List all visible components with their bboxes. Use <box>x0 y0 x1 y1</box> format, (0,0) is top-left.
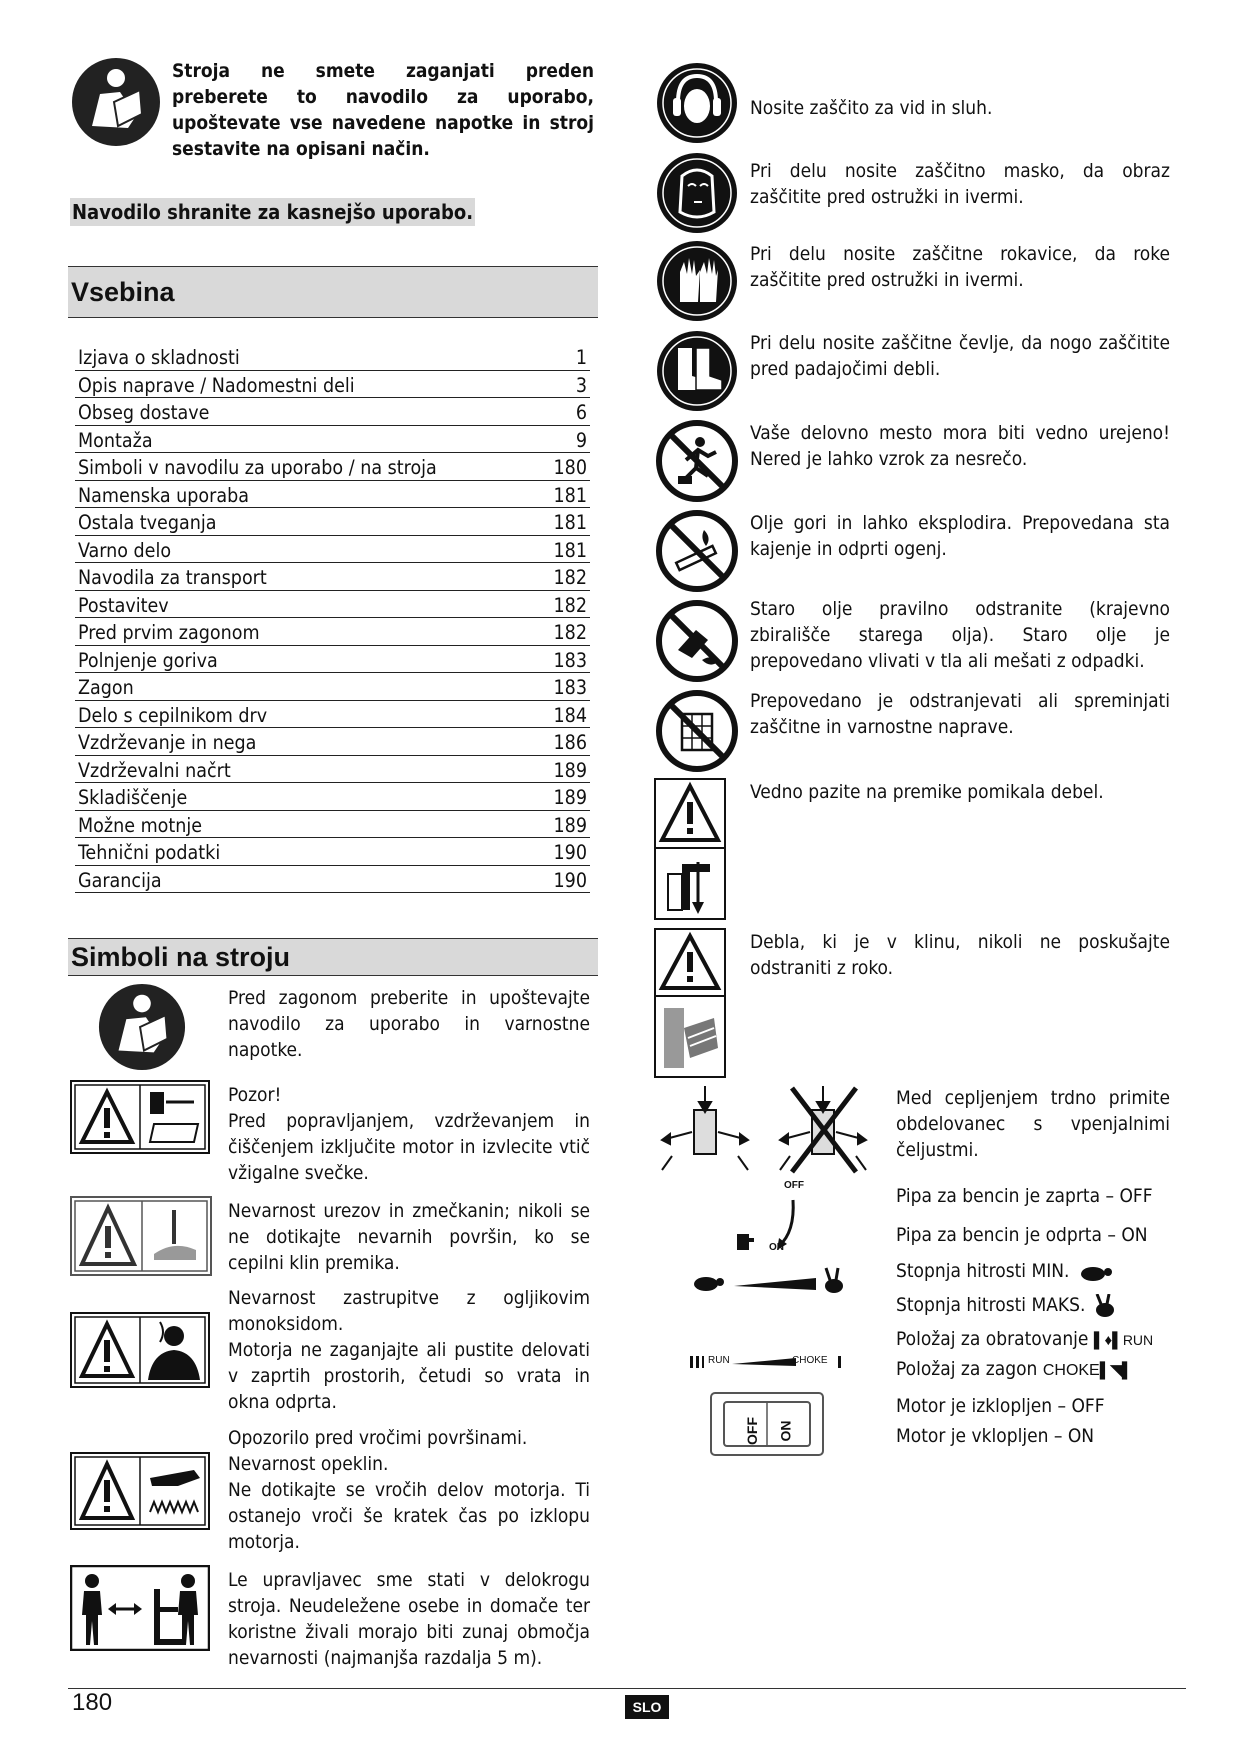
table-of-contents <box>75 343 590 893</box>
toc-page: 9 <box>575 428 587 452</box>
right-text-face-mask: Pri delu nosite zaščitno masko, da obraz zaščitite pred ostružki in ivermi. <box>750 160 1170 208</box>
toc-page: 181 <box>553 538 587 562</box>
toc-row <box>75 563 590 591</box>
toc-label: Izjava o skladnosti <box>78 346 240 369</box>
run-label: RUN <box>1122 1332 1154 1348</box>
hold-workpiece-diagram <box>652 1082 884 1178</box>
eye-ear-protection-icon <box>656 62 738 144</box>
toc-label: Navodila za transport <box>78 566 267 589</box>
toc-label: Varno delo <box>78 538 172 562</box>
symbol-text-attention: Pozor! <box>228 1084 282 1106</box>
right-text-stuck-log: Debla, ki je v klinu, nikoli ne poskušajte odstraniti z roko. <box>750 931 1170 979</box>
toc-row <box>75 398 590 426</box>
toc-page: 190 <box>553 868 587 892</box>
toc-row <box>75 426 590 454</box>
toc-label: Pred prvim zagonom <box>78 621 260 644</box>
toc-row <box>75 536 590 564</box>
right-text-tidy: Vaše delovno mesto mora biti vedno urejeno! Nered je lahko vzrok za nesrečo. <box>750 422 1170 470</box>
toc-page: 182 <box>553 593 587 617</box>
toc-page: 189 <box>553 758 587 782</box>
toc-label: Vzdrževalni načrt <box>78 758 231 782</box>
toc-row <box>75 591 590 619</box>
right-text-boots: Pri delu nosite zaščitne čevlje, da nogo zaščitite pred padajočimi debli. <box>750 332 1170 380</box>
toc-page: 189 <box>553 813 587 837</box>
toc-row <box>75 646 590 674</box>
symbol-text-maintenance-detail: Pred popravljanjem, vzdrževanjem in čiščenjem izključite motor in izvlecite vtič vžigalne svečke. <box>228 1110 590 1184</box>
toc-page: 183 <box>553 648 587 672</box>
toc-row <box>75 673 590 701</box>
toc-row <box>75 453 590 481</box>
safe-distance-icon <box>70 1565 210 1651</box>
choke-lever-choke-label: CHOKE <box>792 1355 828 1366</box>
toc-label: Postavitev <box>78 593 169 617</box>
toc-page: 6 <box>575 401 587 424</box>
toc-label: Polnjenje goriva <box>78 648 218 672</box>
log-pusher-warning-icon <box>654 778 726 920</box>
toc-label: Namenska uporaba <box>78 483 249 507</box>
symbol-text-hot <box>228 1425 590 1555</box>
speed-lever-icon <box>690 1266 850 1302</box>
toc-row <box>75 756 590 784</box>
toc-page: 182 <box>553 621 587 644</box>
toc-label: Možne motnje <box>78 813 203 837</box>
toc-row <box>75 866 590 894</box>
right-text-motor-on: Motor je vklopljen – ON <box>896 1425 1095 1447</box>
toc-row <box>75 481 590 509</box>
toc-page: 3 <box>575 373 587 397</box>
toc-label: Opis naprave / Nadomestni deli <box>78 373 355 397</box>
read-manual-icon <box>97 982 187 1072</box>
right-text-speed-max <box>896 1292 1196 1318</box>
symbol-text-co-hazard: Nevarnost zastrupitve z ogljikovim monoksidom. <box>228 1287 590 1335</box>
toc-page: 190 <box>553 841 587 864</box>
toc-page: 186 <box>553 731 587 754</box>
right-text-waste-oil: Staro olje pravilno odstranite (krajevno zbirališče starega olja). Staro olje je prepovedano vlivati v tla ali mešati z odpadki. <box>750 598 1170 672</box>
right-text-motor-off: Motor je izklopljen – OFF <box>896 1395 1105 1417</box>
symbol-text-hot-warning: Opozorilo pred vročimi površinami. <box>228 1427 528 1449</box>
toc-row <box>75 343 590 371</box>
toc-row <box>75 838 590 866</box>
no-smoking-fire-icon <box>656 510 738 592</box>
symbol-text-hot-detail: Ne dotikajte se vročih delov motorja. Ti ostanejo vroči še kratek čas po izklopu motorja. <box>228 1479 590 1553</box>
toc-label: Vzdrževanje in nega <box>78 731 257 754</box>
symbols-heading: Simboli na stroju <box>68 938 598 976</box>
symbol-text-maintenance <box>228 1082 590 1186</box>
fuel-off-label: OFF <box>784 1180 804 1191</box>
toc-label: Zagon <box>78 676 134 699</box>
right-text-eye-ear: Nosite zaščito za vid in sluh. <box>750 97 993 119</box>
toc-page: 183 <box>553 676 587 699</box>
toc-page: 184 <box>553 703 587 727</box>
choke-position-label: Položaj za zagon <box>896 1358 1038 1380</box>
symbol-text-co <box>228 1285 590 1415</box>
toc-heading: Vsebina <box>68 266 598 318</box>
right-text-fuel-off: Pipa za bencin je zaprta – OFF <box>896 1185 1153 1207</box>
speed-max-label: Stopnja hitrosti MAKS. <box>896 1294 1086 1316</box>
toc-page: 1 <box>575 346 587 369</box>
toc-row <box>75 618 590 646</box>
intro-warning-text: Stroja ne smete zaganjati preden preberete to navodilo za uporabo, upoštevate vse navedene napotke in stroj sestavite na opisani način. <box>172 60 594 160</box>
symbol-text-co-detail: Motorja ne zaganjajte ali pustite delovati v zaprtih prostorih, četudi so vrata in okna odprta. <box>228 1339 590 1413</box>
motor-switch-icon <box>710 1392 824 1456</box>
cut-hazard-icon <box>70 1196 212 1276</box>
toc-label: Obseg dostave <box>78 401 210 424</box>
toc-label: Montaža <box>78 428 153 452</box>
right-text-guards: Prepovedano je odstranjevati ali spreminjati zaščitne in varnostne naprave. <box>750 690 1170 738</box>
face-mask-icon <box>656 152 738 234</box>
carbon-monoxide-hazard-icon <box>70 1312 210 1388</box>
toc-row <box>75 371 590 399</box>
language-badge: SLO <box>625 1695 669 1719</box>
symbol-text-cut-hazard: Nevarnost urezov in zmečkanin; nikoli se ne dotikajte nevarnih površin, ko se cepilni klin premika. <box>228 1200 590 1274</box>
page-number: 180 <box>72 1689 113 1716</box>
run-position-label: Položaj za obratovanje <box>896 1328 1089 1350</box>
right-text-log-pusher: Vedno pazite na premike pomikala debel. <box>750 781 1104 803</box>
maintenance-warning-icon <box>70 1080 210 1154</box>
safety-boots-icon <box>656 330 738 412</box>
toc-row <box>75 783 590 811</box>
toc-label: Simboli v navodilu za uporabo / na stroja <box>78 456 437 479</box>
toc-page: 189 <box>553 786 587 809</box>
toc-page: 181 <box>553 511 587 534</box>
right-text-hold-workpiece: Med cepljenjem trdno primite obdelovanec s vpenjalnimi čeljustmi. <box>896 1087 1170 1161</box>
switch-off-label: OFF <box>744 1417 760 1445</box>
toc-page: 181 <box>553 483 587 507</box>
footer-divider <box>68 1688 1186 1689</box>
toc-label: Delo s cepilnikom drv <box>78 703 268 727</box>
right-text-run: Položaj za obratovanje ▌♦▌RUN <box>896 1328 1154 1350</box>
right-text-fuel-on: Pipa za bencin je odprta – ON <box>896 1224 1148 1246</box>
toc-row <box>75 508 590 536</box>
choke-lever-run-label: RUN <box>708 1355 730 1366</box>
toc-label: Tehnični podatki <box>78 841 221 864</box>
toc-label: Garancija <box>78 868 162 892</box>
toc-row <box>75 701 590 729</box>
right-text-no-smoking: Olje gori in lahko eksplodira. Prepovedana sta kajenje in odprti ogenj. <box>750 512 1170 560</box>
stuck-log-warning-icon <box>654 928 726 1078</box>
toc-row <box>75 728 590 756</box>
right-text-gloves: Pri delu nosite zaščitne rokavice, da roke zaščitite pred ostružki in ivermi. <box>750 243 1170 291</box>
toc-label: Skladiščenje <box>78 786 188 809</box>
choke-label: CHOKE <box>1042 1362 1100 1379</box>
speed-min-label: Stopnja hitrosti MIN. <box>896 1260 1070 1282</box>
rabbit-icon <box>1091 1294 1119 1318</box>
symbol-text-burn-hazard: Nevarnost opeklin. <box>228 1453 389 1475</box>
right-text-choke: Položaj za zagon CHOKE▌◥▌ <box>896 1358 1133 1380</box>
toc-label: Ostala tveganja <box>78 511 217 534</box>
tidy-workplace-icon <box>656 420 738 502</box>
read-manual-icon <box>70 56 162 148</box>
hot-surface-icon <box>70 1452 210 1530</box>
toc-page: 180 <box>553 456 587 479</box>
keep-manual-text: Navodilo shranite za kasnejšo uporabo. <box>72 200 474 224</box>
fuel-on-label: ON <box>769 1242 784 1253</box>
right-text-speed-min <box>896 1258 1196 1284</box>
toc-page: 182 <box>553 566 587 589</box>
turtle-icon <box>1075 1262 1115 1282</box>
toc-row <box>75 811 590 839</box>
waste-oil-icon <box>656 600 738 682</box>
switch-on-label: ON <box>777 1420 794 1442</box>
symbol-text-safe-distance: Le upravljavec sme stati v delokrogu stroja. Neudeležene osebe in domače ter koristne živali morajo biti zunaj območja nevarnosti (najmanjša razdalja 5 m). <box>228 1569 590 1669</box>
symbol-text-read-manual: Pred zagonom preberite in upoštevajte navodilo za uporabo in varnostne napotke. <box>228 987 590 1061</box>
protective-gloves-icon <box>656 240 738 322</box>
no-guard-removal-icon <box>656 690 738 772</box>
